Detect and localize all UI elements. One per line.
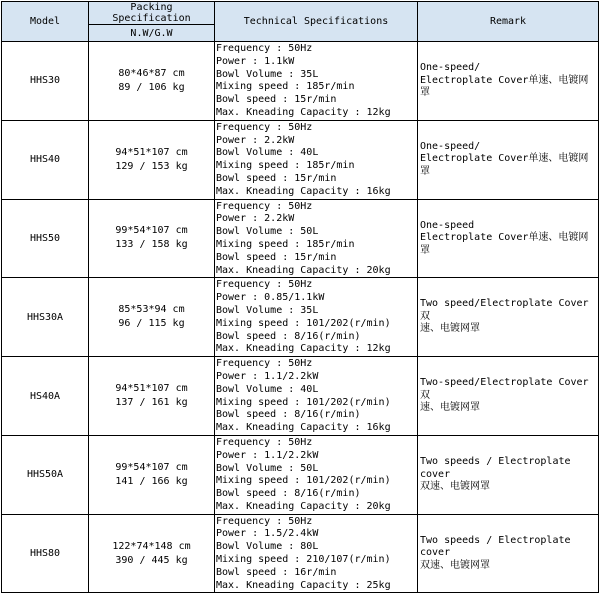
- pack-size: 99*54*107 cm: [115, 461, 188, 473]
- spec-line: Power : 1.1kW: [216, 55, 295, 67]
- spec-line: Max. Kneading Capacity : 16kg: [216, 185, 391, 197]
- pack-weight: 133 / 158 kg: [115, 239, 188, 251]
- packing-header: Packing Specification: [89, 2, 215, 25]
- packing-cell: [89, 435, 215, 514]
- spec-line: Bowl speed : 8/16(r/min): [216, 488, 361, 500]
- remark-line: 速、电镀网罩: [420, 402, 480, 414]
- spec-line: Bowl Volume : 40L: [216, 147, 319, 159]
- spec-line: Bowl Volume : 50L: [216, 226, 319, 238]
- model-cell: HHS40: [2, 120, 89, 199]
- remark-line: One-speed: [420, 219, 475, 231]
- spec-cell: [215, 199, 418, 278]
- remark-cell: [418, 199, 599, 278]
- table-row: [2, 435, 599, 514]
- spec-line: Max. Kneading Capacity : 12kg: [216, 106, 391, 118]
- model-cell: HHS30: [2, 42, 89, 121]
- spec-line: Bowl speed : 15r/min: [216, 172, 337, 184]
- table-row: [2, 514, 599, 593]
- spec-line: Max. Kneading Capacity : 20kg: [216, 500, 391, 512]
- spec-line: Bowl Volume : 35L: [216, 304, 319, 316]
- model-header: Model: [2, 2, 89, 42]
- spec-line: Bowl Volume : 80L: [216, 541, 319, 553]
- pack-size: 94*51*107 cm: [115, 146, 188, 158]
- spec-line: Max. Kneading Capacity : 16kg: [216, 422, 391, 434]
- packing-cell: [89, 514, 215, 593]
- spec-line: Mixing speed : 185r/min: [216, 160, 355, 172]
- spec-line: Frequency : 50Hz: [216, 200, 313, 212]
- spec-line: Mixing speed : 210/107(r/min): [216, 554, 391, 566]
- model-cell: HHS50: [2, 199, 89, 278]
- spec-line: Frequency : 50Hz: [216, 436, 313, 448]
- model-cell: HHS50A: [2, 435, 89, 514]
- remark-header: Remark: [418, 2, 599, 42]
- remark-line: One-speed/: [420, 62, 481, 74]
- remark-line: Two speed/Electroplate Cover双: [420, 298, 589, 322]
- remark-cell: [418, 42, 599, 121]
- pack-weight: 89 / 106 kg: [118, 81, 185, 93]
- spec-cell: [215, 357, 418, 436]
- spec-line: Bowl speed : 15r/min: [216, 94, 337, 106]
- pack-weight: 141 / 166 kg: [115, 475, 188, 487]
- packing-cell: [89, 120, 215, 199]
- spec-cell: [215, 42, 418, 121]
- remark-line: Two speeds / Electroplate cover: [420, 534, 571, 559]
- product-table: [1, 1, 599, 593]
- spec-line: Mixing speed : 101/202(r/min): [216, 396, 391, 408]
- spec-line: Max. Kneading Capacity : 12kg: [216, 343, 391, 355]
- remark-cell: [418, 514, 599, 593]
- spec-line: Bowl speed : 8/16(r/min): [216, 330, 361, 342]
- remark-cell: [418, 120, 599, 199]
- spec-line: Max. Kneading Capacity : 20kg: [216, 264, 391, 276]
- spec-cell: [215, 120, 418, 199]
- table-row: [2, 199, 599, 278]
- spec-line: Power : 2.2kW: [216, 134, 295, 146]
- remark-line: Electroplate Cover单速、电镀网罩: [420, 232, 589, 256]
- pack-size: 80*46*87 cm: [118, 67, 185, 79]
- spec-line: Bowl speed : 8/16(r/min): [216, 409, 361, 421]
- spec-line: Power : 2.2kW: [216, 213, 295, 225]
- pack-size: 85*53*94 cm: [118, 304, 185, 316]
- spec-line: Mixing speed : 101/202(r/min): [216, 475, 391, 487]
- remark-cell: [418, 278, 599, 357]
- spec-line: Power : 1.1/2.2kW: [216, 370, 319, 382]
- spec-line: Power : 1.1/2.2kW: [216, 449, 319, 461]
- spec-line: Power : 0.85/1.1kW: [216, 292, 325, 304]
- remark-cell: [418, 357, 599, 436]
- model-cell: HS40A: [2, 357, 89, 436]
- spec-line: Frequency : 50Hz: [216, 515, 313, 527]
- spec-line: Frequency : 50Hz: [216, 279, 313, 291]
- table-row: [2, 42, 599, 121]
- spec-line: Mixing speed : 185r/min: [216, 238, 355, 250]
- pack-size: 99*54*107 cm: [115, 225, 188, 237]
- table-row: [2, 120, 599, 199]
- tech-header: Technical Specifications: [215, 2, 418, 42]
- spec-cell: [215, 435, 418, 514]
- spec-line: Mixing speed : 185r/min: [216, 81, 355, 93]
- packing-cell: [89, 199, 215, 278]
- remark-line: Two-speed/Electroplate Cover双: [420, 377, 589, 401]
- spec-line: Bowl Volume : 50L: [216, 462, 319, 474]
- pack-weight: 390 / 445 kg: [115, 554, 188, 566]
- packing-cell: [89, 278, 215, 357]
- remark-line: 速、电镀网罩: [420, 323, 480, 335]
- spec-line: Bowl speed : 16r/min: [216, 566, 337, 578]
- remark-line: 双速、电镀网罩: [420, 559, 490, 571]
- remark-line: Electroplate Cover单速、电镀网罩: [420, 153, 589, 177]
- spec-cell: [215, 514, 418, 593]
- table-row: [2, 278, 599, 357]
- remark-line: Electroplate Cover单速、电镀网罩: [420, 74, 589, 99]
- remark-cell: [418, 435, 599, 514]
- remark-line: Two speeds / Electroplate cover: [420, 456, 571, 480]
- table-row: [2, 357, 599, 436]
- model-cell: HHS80: [2, 514, 89, 593]
- packing-subheader: N.W/G.W: [89, 25, 215, 42]
- pack-weight: 96 / 115 kg: [118, 318, 185, 330]
- pack-weight: 137 / 161 kg: [115, 397, 188, 409]
- packing-cell: [89, 42, 215, 121]
- model-cell: HHS30A: [2, 278, 89, 357]
- header-row: [2, 2, 599, 25]
- spec-line: Mixing speed : 101/202(r/min): [216, 317, 391, 329]
- spec-cell: [215, 278, 418, 357]
- pack-weight: 129 / 153 kg: [115, 160, 188, 172]
- remark-line: One-speed/: [420, 140, 481, 152]
- spec-line: Bowl Volume : 40L: [216, 383, 319, 395]
- spec-line: Bowl speed : 15r/min: [216, 251, 337, 263]
- spec-line: Frequency : 50Hz: [216, 121, 313, 133]
- spec-line: Frequency : 50Hz: [216, 43, 313, 54]
- spec-line: Bowl Volume : 35L: [216, 68, 319, 80]
- remark-line: 双速、电镀网罩: [420, 481, 490, 493]
- packing-cell: [89, 357, 215, 436]
- spec-line: Power : 1.5/2.4kW: [216, 528, 319, 540]
- pack-size: 94*51*107 cm: [115, 383, 188, 395]
- spec-line: Max. Kneading Capacity : 25kg: [216, 579, 391, 591]
- pack-size: 122*74*148 cm: [112, 540, 191, 552]
- spec-line: Frequency : 50Hz: [216, 358, 313, 370]
